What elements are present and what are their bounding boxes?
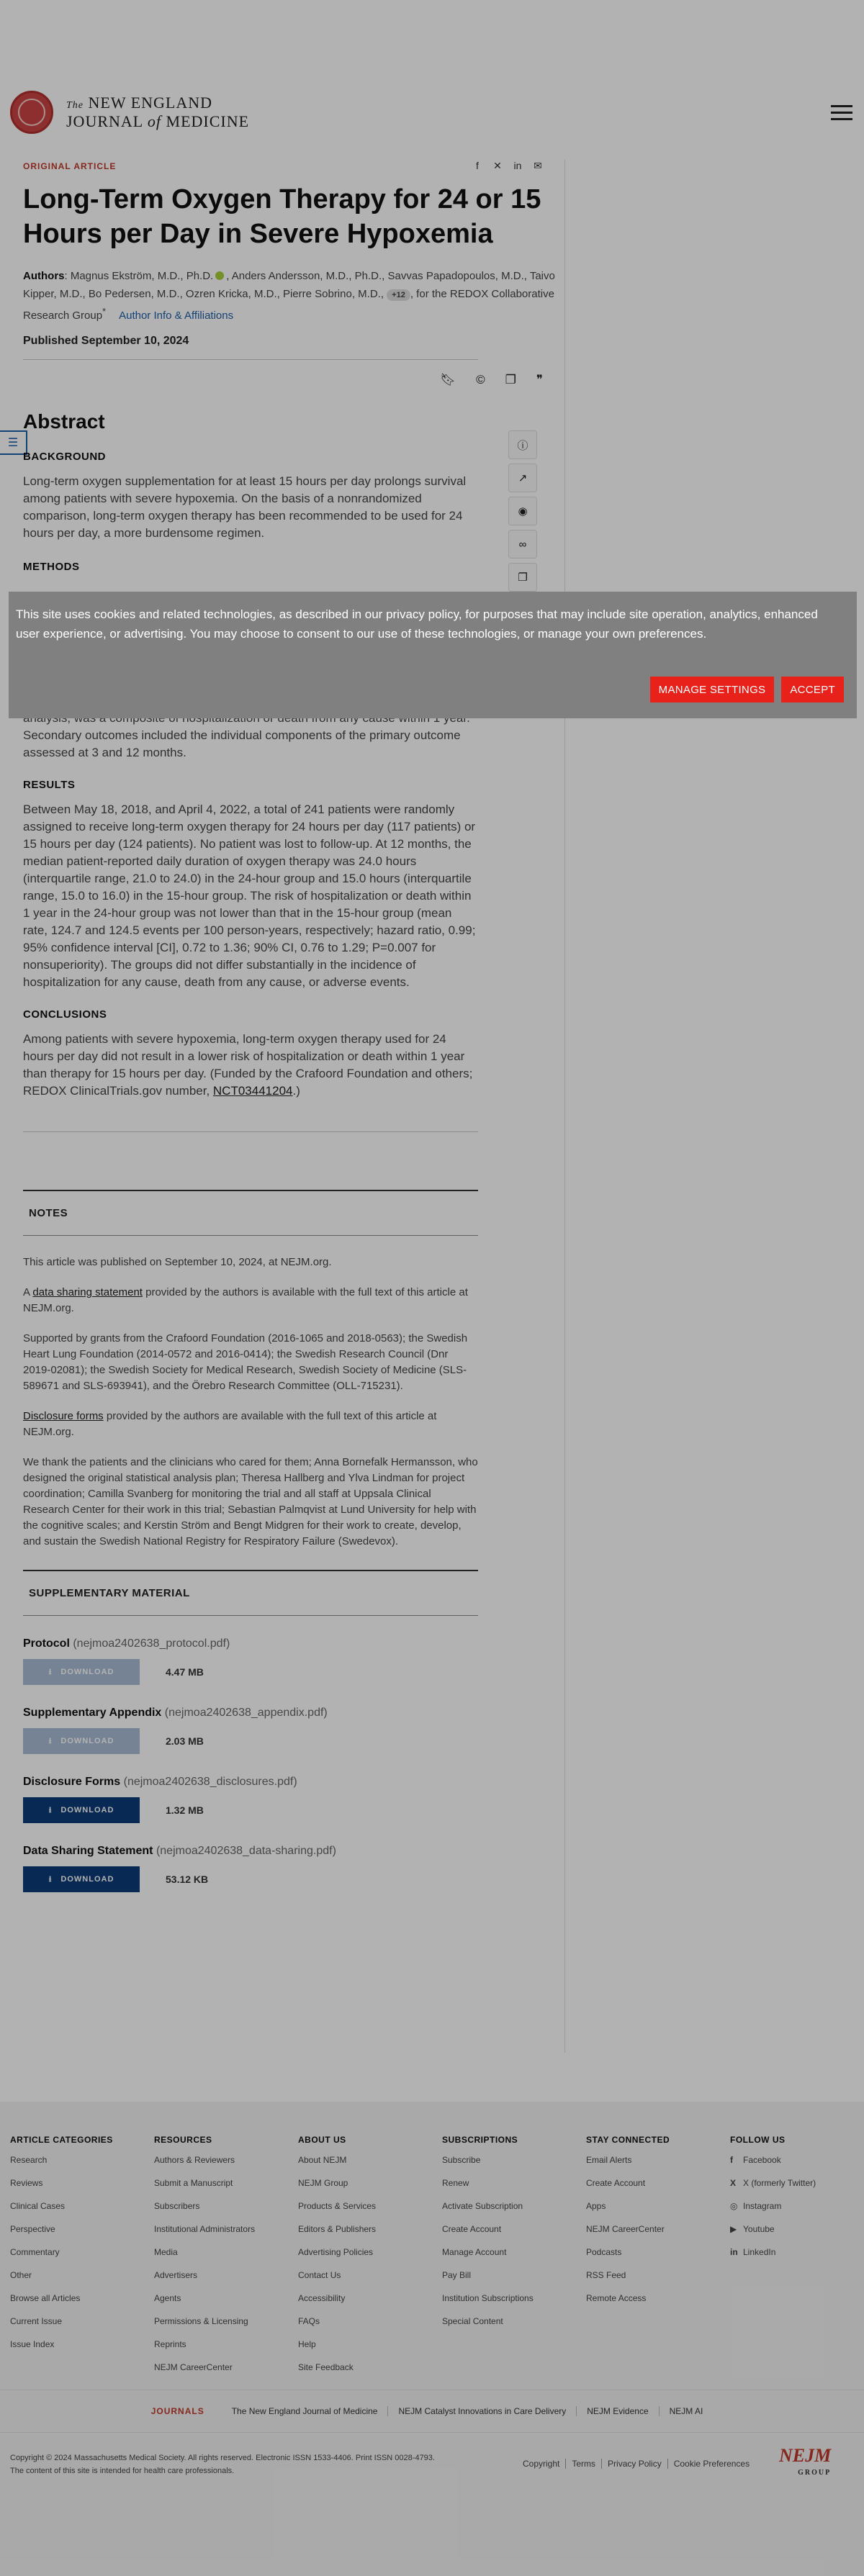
footer-column-title: SUBSCRIPTIONS	[442, 2135, 518, 2145]
file-size: 4.47 MB	[166, 1666, 204, 1678]
footer-link-label: Contact Us	[298, 2270, 341, 2280]
trending-icon[interactable]: ↗	[508, 464, 537, 492]
note-published: This article was published on September 10, 2024, at NEJM.org.	[23, 1256, 332, 1268]
footer-link-label: RSS Feed	[586, 2270, 626, 2280]
supp-name: Data Sharing Statement	[23, 1845, 153, 1857]
facebook-icon[interactable]: f	[476, 160, 479, 171]
supp-file: (nejmoa2402638_appendix.pdf)	[164, 1707, 328, 1719]
background-heading: BACKGROUND	[23, 451, 106, 463]
supplementary-heading: SUPPLEMENTARY MATERIAL	[23, 1571, 478, 1616]
notes-heading: NOTES	[23, 1191, 478, 1236]
footer-link-label: Podcasts	[586, 2247, 622, 2257]
footer-link-label: Submit a Manuscript	[154, 2178, 233, 2188]
note-funding: Supported by grants from the Crafoord Foundation (2016-1065 and 2018-0563); the Swedish Heart Lung Foundation (2014-0572 and 2016-0414); the Swedish Research Council (Dnr 2019-02081); the Swedish Society for Medical Research, Swedish Society of Medicine (SLS-589671 and SLS-693941), and the Örebro Research Committee (OLL-715231).	[23, 1332, 468, 1392]
journal-link-nejm[interactable]: The New England Journal of Medicine	[231, 2406, 378, 2416]
file-size: 1.32 MB	[166, 1804, 204, 1816]
footer-link-label: Authors & Reviewers	[154, 2155, 235, 2165]
footer-link-label: NEJM Group	[298, 2178, 348, 2188]
manage-settings-button[interactable]: MANAGE SETTINGS	[650, 677, 775, 702]
legal-link-terms[interactable]: Terms	[565, 2459, 601, 2469]
toc-toggle-icon[interactable]: ☰	[0, 430, 27, 455]
footer-link-label: Accessibility	[298, 2293, 346, 2303]
conclusions-body: Among patients with severe hypoxemia, long-term oxygen therapy used for 24 hours per day did not result in a lower risk of hospitalization or death within 1 year than therapy for 15 hours per day. (Funded by the Crafoord Foundation and others; REDOX ClinicalTrials.gov number,	[23, 1032, 473, 1098]
download-label: DOWNLOAD	[60, 1806, 114, 1815]
footer-link-label: About NEJM	[298, 2155, 347, 2165]
footer-link-label: Clinical Cases	[10, 2201, 66, 2211]
footer-link-label: Institutional Administrators	[154, 2224, 256, 2234]
authors-text-b: , Anders Andersson, M.D., Ph.D., Savvas Papadopoulos, M.D., Taivo Kipper, M.D., Bo Pedersen, M.D., Ozren Kricka, M.D., Pierre Sobrino, M.D.,	[23, 270, 555, 300]
supp-name: Supplementary Appendix	[23, 1707, 162, 1719]
footer-column-title: ARTICLE CATEGORIES	[10, 2135, 113, 2145]
footer-link-label: Perspective	[10, 2224, 55, 2234]
journal-link-catalyst[interactable]: NEJM Catalyst Innovations in Care Delivery	[387, 2406, 576, 2416]
cookie-banner	[9, 592, 857, 718]
brand-line2b: MEDICINE	[166, 112, 250, 130]
authors-line: Authors: Magnus Ekström, M.D., Ph.D. , Anders Andersson, M.D., Ph.D., Savvas Papadopoulos, M.D., Taivo Kipper, M.D., Bo Pedersen, M.D., Ozren Kricka, M.D., Pierre Sobrino, M.D., +12 , for the REDOX Collaborative Research Group* Author Info & Affiliations	[23, 270, 555, 322]
brand-of: of	[147, 112, 162, 130]
publish-date: Published September 10, 2024	[23, 335, 189, 347]
journal-link-ai[interactable]: NEJM AI	[659, 2406, 714, 2416]
footer-link-label: Products & Services	[298, 2201, 377, 2211]
accept-button[interactable]: ACCEPT	[781, 677, 844, 702]
note-text: A	[23, 1286, 33, 1298]
note-acknowledgments: We thank the patients and the clinicians who cared for them; Anna Bornefalk Hermansson, who designed the original statistical analysis plan; Theresa Hallberg and Ylva Lindman for project coordination; Camilla Svanberg for monitoring the trial and all staff at Uppsala Clinical Research Center for their work in this trial; Sebastian Palmqvist at Lund University for help with the cognitive scales; and Kerstin Ström and Bengt Midgren for their work to create, develop, and sustain the Swedish National Registry for Respiratory Failure (Swedevox).	[23, 1456, 478, 1547]
footer-link-label: Media	[154, 2247, 178, 2257]
footer-link-label: Facebook	[743, 2155, 781, 2165]
footer-link-label: Advertising Policies	[298, 2247, 374, 2257]
bookmark-icon[interactable]: 🔖︎	[440, 373, 456, 387]
link-icon[interactable]: ∞	[508, 530, 537, 559]
eye-icon[interactable]: ◉	[508, 497, 537, 525]
footer-link-label: Activate Subscription	[442, 2201, 523, 2211]
social-icon: X	[730, 2178, 737, 2188]
results-heading: RESULTS	[23, 779, 76, 791]
social-icon: ▶	[730, 2224, 737, 2234]
footer-column-title: ABOUT US	[298, 2135, 346, 2145]
conclusions-end: .)	[292, 1084, 300, 1098]
methods-text: Secondary outcomes included the individual components of the primary outcome assessed at 3 and 12 months.	[23, 728, 461, 759]
footer-link-label: Youtube	[743, 2224, 775, 2234]
note-text: provided by the authors is available with the full text of this article at NEJM.org.	[23, 1286, 468, 1314]
footer-link-label: Agents	[154, 2293, 181, 2303]
copyright-line: The content of this site is intended for health care professionals.	[10, 2467, 235, 2475]
linkedin-icon[interactable]: in	[513, 160, 522, 171]
legal-link-copyright[interactable]: Copyright	[523, 2459, 560, 2469]
abstract-heading: Abstract	[23, 410, 105, 433]
download-icon: ⭳	[48, 1805, 53, 1815]
supp-file: (nejmoa2402638_protocol.pdf)	[73, 1637, 230, 1650]
info-icon[interactable]: ⓘ	[508, 430, 537, 459]
footer-link-label: Subscribe	[442, 2155, 481, 2165]
copy-icon[interactable]: ❐	[505, 373, 516, 387]
footer-link-label: Subscribers	[154, 2201, 200, 2211]
download-label: DOWNLOAD	[60, 1875, 114, 1884]
journals-label: JOURNALS	[150, 2406, 204, 2416]
legal-link-cookies[interactable]: Cookie Preferences	[667, 2459, 755, 2469]
footer-link-label: Remote Access	[586, 2293, 647, 2303]
background-text: Long-term oxygen supplementation for at least 15 hours per day prolongs survival among patients with severe hypoxemia. On the basis of a nonrandomized comparison, long-term oxygen therapy has been recommended to be used for 24 hours per day, a more burdensome regimen.	[23, 474, 467, 540]
results-text: Between May 18, 2018, and April 4, 2022, a total of 241 patients were randomly assigned to receive long-term oxygen therapy for 24 hours per day (117 patients) or 15 hours per day (124 patients). No patient was lost to follow-up. At 12 months, the median patient-reported daily duration of oxygen therapy was 24.0 hours (interquartile range, 21.0 to 24.0) in the 24-hour group and 15.0 hours (interquartile range, 15.0 to 16.0) in the 15-hour group. The risk of hospitalization or death within 1 year in the 24-hour group was not lower than that in the 15-hour group (mean rate, 124.7 and 124.5 events per 100 person-years, respectively; hazard ratio, 0.99; 95% confidence interval [CI], 0.72 to 1.36; 90% CI, 0.76 to 1.29; P=0.007 for nonsuperiority). The groups did not differ substantially in the incidence of hospitalization for any cause, death from any cause, or adverse events.	[23, 803, 476, 989]
download-label: DOWNLOAD	[60, 1668, 114, 1676]
author-affiliations-link[interactable]: Author Info & Affiliations	[119, 309, 234, 322]
email-icon[interactable]: ✉	[534, 160, 542, 171]
footer-link-label: NEJM CareerCenter	[154, 2362, 233, 2372]
more-authors-button[interactable]: +12	[387, 289, 410, 301]
legal-link-privacy[interactable]: Privacy Policy	[601, 2459, 667, 2469]
footer-link-label: Special Content	[442, 2316, 503, 2326]
file-size: 53.12 KB	[166, 1874, 209, 1885]
brand-line1: NEW ENGLAND	[88, 94, 213, 112]
article-type-label: ORIGINAL ARTICLE	[23, 161, 117, 171]
note-text: provided by the authors are available with the full text of this article at NEJM.org.	[23, 1410, 437, 1438]
footer-link-label: Pay Bill	[442, 2270, 472, 2280]
footer-link-label: Reviews	[10, 2178, 43, 2188]
footer-link-label: Permissions & Licensing	[154, 2316, 248, 2326]
social-icon: in	[730, 2247, 738, 2257]
download-icon: ⭳	[48, 1736, 53, 1745]
download-icon: ⭳	[48, 1667, 53, 1676]
authors-text-a: : Magnus Ekström, M.D., Ph.D.	[64, 270, 214, 282]
supp-name: Disclosure Forms	[23, 1776, 121, 1788]
authors-text-c: , for the REDOX Collaborative Research Group	[23, 288, 554, 322]
journal-link-evidence[interactable]: NEJM Evidence	[576, 2406, 658, 2416]
footer-link-label: Current Issue	[10, 2316, 63, 2326]
cookie-text: This site uses cookies and related technologies, as described in our privacy policy, for purposes that may include site operation, analytics, enhanced user experience, or advertising. You may choose to consent to our use of these technologies, or manage your own preferences.	[16, 607, 818, 641]
disclosure-forms-link[interactable]: Disclosure forms	[23, 1410, 104, 1422]
quote-icon[interactable]: ❞	[536, 373, 543, 387]
footer-link-label: FAQs	[298, 2316, 320, 2326]
brand-line2a: JOURNAL	[66, 112, 143, 130]
social-icon: ◎	[730, 2201, 738, 2211]
footer-link-label: NEJM CareerCenter	[586, 2224, 665, 2234]
footer-link-label: Instagram	[743, 2201, 782, 2211]
footer-column-title: FOLLOW US	[730, 2135, 786, 2145]
footer-link-label: Other	[10, 2270, 32, 2280]
footer-link-label: Create Account	[586, 2178, 646, 2188]
footer-link-label: Editors & Publishers	[298, 2224, 377, 2234]
social-icon: f	[730, 2155, 733, 2165]
copy-icon[interactable]: ❐	[508, 563, 537, 592]
supp-name: Protocol	[23, 1637, 70, 1650]
data-sharing-link[interactable]: data sharing statement	[32, 1286, 143, 1298]
footer-link-label: Email Alerts	[586, 2155, 632, 2165]
download-icon: ⭳	[48, 1874, 53, 1884]
footer-link-label: Manage Account	[442, 2247, 507, 2257]
footer-link-label: Reprints	[154, 2339, 186, 2349]
article-title: Long-Term Oxygen Therapy for 24 or 15 Hours per Day in Severe Hypoxemia	[23, 184, 541, 249]
footer-link-label: Renew	[442, 2178, 469, 2188]
footer-link-label: Site Feedback	[298, 2362, 354, 2372]
methods-heading: METHODS	[23, 561, 80, 573]
supp-file: (nejmoa2402638_data-sharing.pdf)	[156, 1845, 336, 1857]
footer-link-label: Apps	[586, 2201, 606, 2211]
footer-link-label: X (formerly Twitter)	[743, 2178, 816, 2188]
copyright-icon[interactable]: ©	[476, 373, 485, 387]
footer-link-label: Issue Index	[10, 2339, 55, 2349]
footer-link-label: Advertisers	[154, 2270, 198, 2280]
footer-link-label: Help	[298, 2339, 316, 2349]
download-label: DOWNLOAD	[60, 1737, 114, 1745]
file-size: 2.03 MB	[166, 1735, 204, 1747]
footer-link-label: Research	[10, 2155, 48, 2165]
authors-label: Authors	[23, 270, 65, 282]
footer-link-label: Create Account	[442, 2224, 502, 2234]
footer-column-title: STAY CONNECTED	[586, 2135, 670, 2145]
conclusions-heading: CONCLUSIONS	[23, 1008, 107, 1021]
group-logo-word: GROUP	[798, 2469, 832, 2477]
footer-link-label: LinkedIn	[743, 2247, 776, 2257]
supp-file: (nejmoa2402638_disclosures.pdf)	[123, 1776, 297, 1788]
footer-link-label: Institution Subscriptions	[442, 2293, 534, 2303]
trial-number-link[interactable]: NCT03441204	[212, 1084, 293, 1098]
copyright-line: Copyright © 2024 Massachusetts Medical Society. All rights reserved. Electronic ISSN 1533-4406. Print ISSN 0028-4793.	[10, 2454, 435, 2462]
footer-column-title: RESOURCES	[154, 2135, 212, 2145]
brand-the: The	[66, 100, 84, 111]
x-icon[interactable]: ✕	[493, 160, 502, 171]
footer-link-label: Commentary	[10, 2247, 60, 2257]
group-logo-text: NEJM	[779, 2445, 832, 2466]
footer-link-label: Browse all Articles	[10, 2293, 81, 2303]
